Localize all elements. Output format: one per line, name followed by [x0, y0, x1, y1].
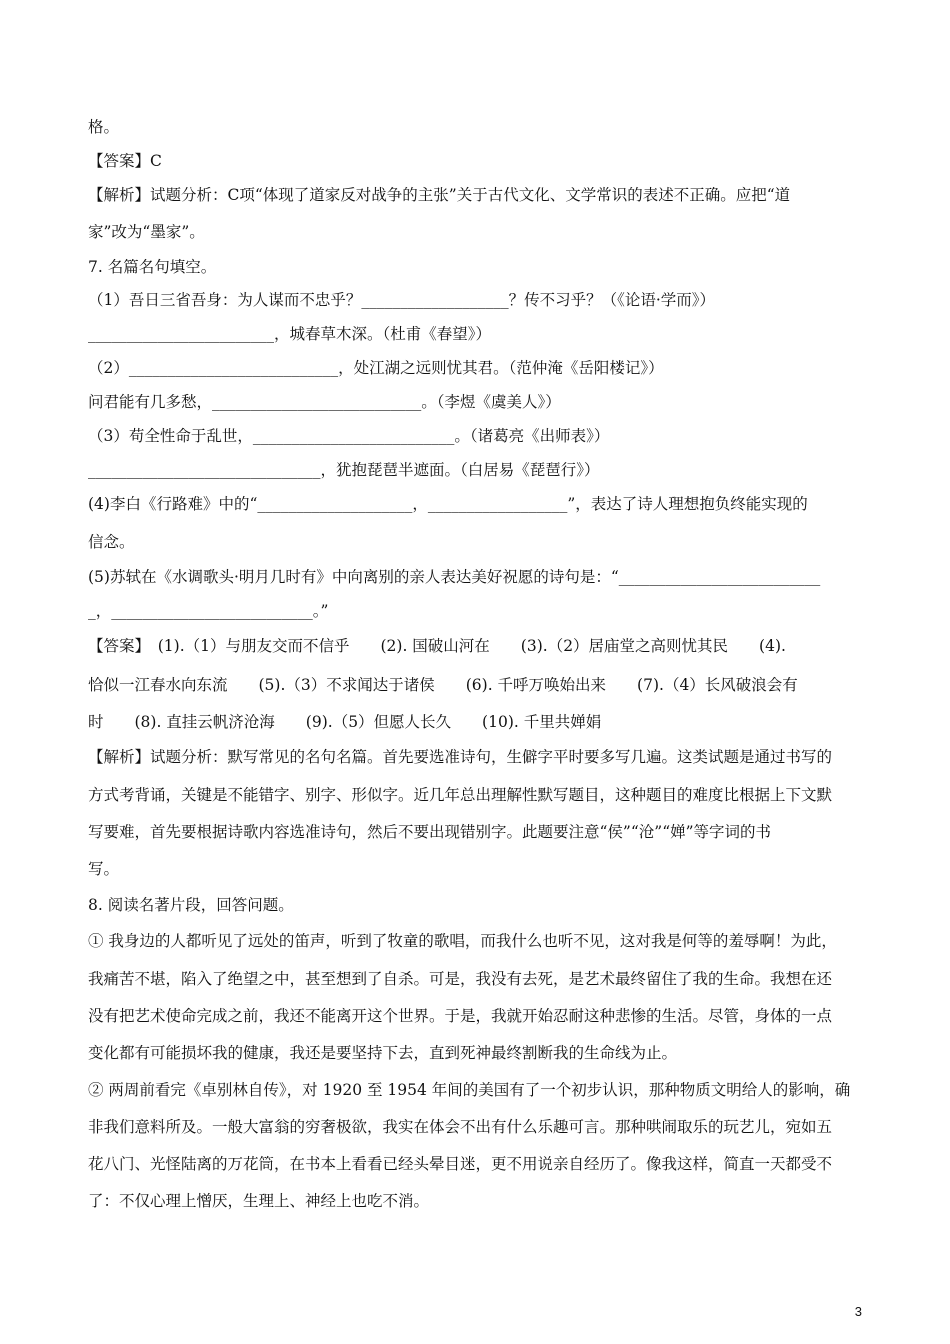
- page-number: 3: [854, 1304, 862, 1319]
- passage-line: 花八门、光怪陆离的万花筒，在书本上看看已经头晕目迷，更不用说亲自经历了。像我这样，简直一天都受不: [88, 1155, 833, 1173]
- passage-line: 我痛苦不堪，陷入了绝望之中，甚至想到了自杀。可是，我没有去死，是艺术最终留住了我的生命。我想在还: [88, 970, 833, 988]
- passage-line: 没有把艺术使命完成之前，我还不能离开这个世界。于是，我就开始忍耐这种悲惨的生活。尽管，身体的一点: [88, 1007, 833, 1025]
- passage-line: 了：不仅心理上憎厌，生理上、神经上也吃不消。: [88, 1192, 430, 1210]
- answer-line: 【答案】 (1).（1）与朋友交而不信乎 (2). 国破山河在 (3).（2）居庙堂之高则忧其民 (4).: [88, 637, 786, 655]
- analysis-line: 方式考背诵，关键是不能错字、别字、形似字。近几年总出理解性默写题目，这种题目的难度比根据上下文默: [88, 786, 833, 804]
- fill-blank-line: ______________________________，犹抱琵琶半遮面。（白居易《琵琶行》）: [88, 461, 600, 479]
- text-line: 格。: [88, 118, 120, 136]
- passage-line: ② 两周前看完《卓别林自传》，对 1920 至 1954 年间的美国有了一个初步认识，那种物质文明给人的影响，确: [88, 1081, 851, 1099]
- fill-blank-line: （3）苟全性命于乱世，__________________________。（诸葛亮《出师表》）: [88, 427, 610, 445]
- analysis-line: 【解析】试题分析：默写常见的名句名篇。首先要选准诗句，生僻字平时要多写几遍。这类试题是通过书写的: [88, 748, 833, 766]
- fill-blank-line: _，__________________________。”: [88, 602, 329, 620]
- fill-blank-line: （2）___________________________，处江湖之远则忧其君。（范仲淹《岳阳楼记》）: [88, 359, 664, 377]
- fill-blank-line: ________________________，城春草木深。（杜甫《春望》）: [88, 325, 492, 343]
- text-line: 信念。: [88, 533, 135, 551]
- question-title: 7. 名篇名句填空。: [88, 258, 217, 276]
- answer-line: 【答案】C: [88, 152, 162, 170]
- analysis-line: 写。: [88, 860, 120, 878]
- fill-blank-line: (5)苏轼在《水调歌头·明月几时有》中向离别的亲人表达美好祝愿的诗句是：“__________________________: [88, 568, 821, 586]
- passage-line: 非我们意料所及。一般大富翁的穷奢极欲，我实在体会不出有什么乐趣可言。那种哄闹取乐的玩艺儿，宛如五: [88, 1118, 833, 1136]
- answer-line: 恰似一江春水向东流 (5).（3）不求闻达于诸侯 (6). 千呼万唤始出来 (7).（4）长风破浪会有: [88, 676, 798, 694]
- answer-line: 时 (8). 直挂云帆济沧海 (9).（5）但愿人长久 (10). 千里共婵娟: [88, 713, 602, 731]
- question-title: 8. 阅读名著片段，回答问题。: [88, 896, 294, 914]
- analysis-line: 写要难，首先要根据诗歌内容选准诗句，然后不要出现错别字。此题要注意“侯”“沧”“婵”等字词的书: [88, 823, 772, 841]
- fill-blank-line: (4)李白《行路难》中的“____________________，__________________”，表达了诗人理想抱负终能实现的: [88, 495, 808, 513]
- analysis-line: 【解析】试题分析：C项“体现了道家反对战争的主张”关于古代文化、文学常识的表述不正确。应把“道: [88, 186, 791, 204]
- text-line: 家”改为“墨家”。: [88, 223, 205, 241]
- fill-blank-line: 问君能有几多愁，___________________________。（李煜《虞美人》）: [88, 393, 561, 411]
- passage-line: ① 我身边的人都听见了远处的笛声，听到了牧童的歌唱，而我什么也听不见，这对我是何等的羞辱啊！为此，: [88, 932, 837, 950]
- passage-line: 变化都有可能损坏我的健康，我还是要坚持下去，直到死神最终割断我的生命线为止。: [88, 1044, 678, 1062]
- fill-blank-line: （1）吾日三省吾身：为人谋而不忠乎？___________________？传不习乎？（《论语·学而》）: [88, 291, 716, 309]
